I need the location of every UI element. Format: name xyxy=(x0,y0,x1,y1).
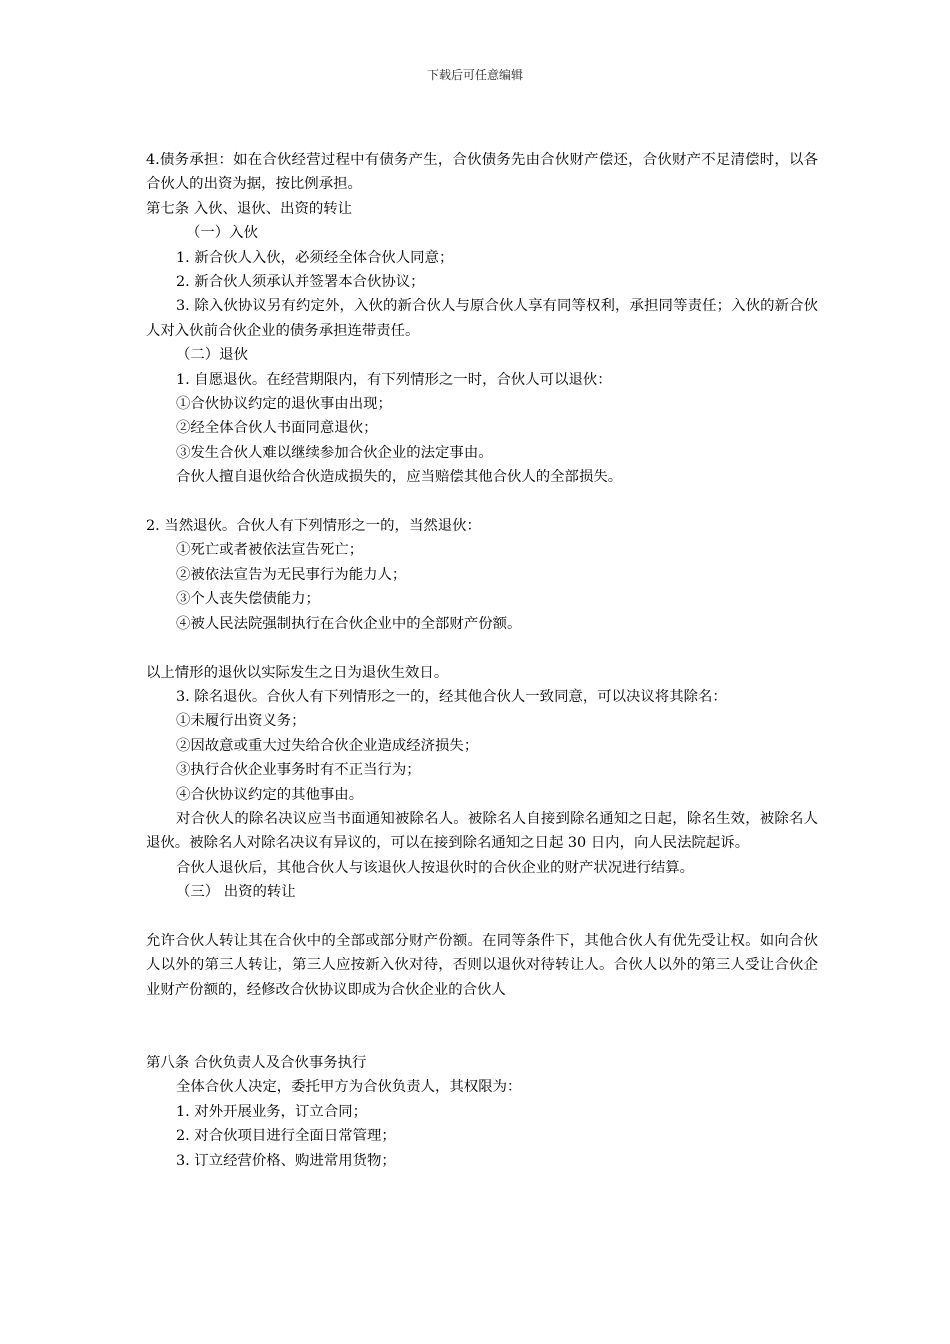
authority-item-1: 1. 对外开展业务，订立合同； xyxy=(176,1103,367,1120)
list-item: ②经全体合伙人书面同意退伙； xyxy=(176,420,378,437)
list-item: ④被人民法院强制执行在合伙企业中的全部财产份额。 xyxy=(176,615,522,632)
withdrawal-voluntary: 1. 自愿退伙。在经营期限内，有下列情形之一时，合伙人可以退伙： xyxy=(176,371,612,388)
withdrawal-natural: 2. 当然退伙。合伙人有下列情形之一的，当然退伙： xyxy=(146,518,481,535)
section-transfer-heading: （三） 出资的转让 xyxy=(176,884,296,901)
clause-debt-liability: 4.债务承担：如在合伙经营过程中有债务产生，合伙债务先由合伙财产偿还，合伙财产不足清偿时，以各合伙人的出资为据，按比例承担。 xyxy=(146,152,818,193)
section-admission-heading: （一）入伙 xyxy=(186,225,258,242)
authority-item-3: 3. 订立经营价格、购进常用货物； xyxy=(176,1152,396,1169)
authority-item-2: 2. 对合伙项目进行全面日常管理； xyxy=(176,1128,396,1145)
section-withdrawal-heading: （二）退伙 xyxy=(176,347,248,364)
list-item: ②被依法宣告为无民事行为能力人； xyxy=(176,566,407,583)
transfer-paragraph: 允许合伙人转让其在合伙中的全部或部分财产份额。在同等条件下，其他合伙人有优先受让权。如向合伙人以外的第三人转让，第三人应按新入伙对待，否则以退伙对待转让人。合伙人以外的第三人受让合伙企业财产份额的，经修改合伙协议即成为合伙企业的合伙人 xyxy=(146,932,818,998)
article-8-heading: 第八条 合伙负责人及合伙事务执行 xyxy=(146,1054,367,1071)
document-body xyxy=(146,148,818,1173)
settlement-paragraph: 合伙人退伙后，其他合伙人与该退伙人按退伙时的合伙企业的财产状况进行结算。 xyxy=(176,859,695,876)
withdrawal-expulsion: 3. 除名退伙。合伙人有下列情形之一的，经其他合伙人一致同意，可以决议将其除名： xyxy=(176,688,727,705)
list-item: ②因故意或重大过失给合伙企业造成经济损失； xyxy=(176,737,479,754)
admission-item-1: 1. 新合伙人入伙，必须经全体合伙人同意； xyxy=(176,249,454,266)
list-item: ③执行合伙企业事务时有不正当行为； xyxy=(176,762,421,779)
list-item: ①合伙协议约定的退伙事由出现； xyxy=(176,396,392,413)
admission-item-3: 3. 除入伙协议另有约定外，入伙的新合伙人与原合伙人享有同等权利，承担同等责任；入伙的新合伙人对入伙前合伙企业的债务承担连带责任。 xyxy=(146,298,818,339)
list-item: ①未履行出资义务； xyxy=(176,713,306,730)
list-item: ③个人丧失偿债能力； xyxy=(176,591,320,608)
list-item: ④合伙协议约定的其他事由。 xyxy=(176,786,364,803)
expulsion-notice-paragraph: 对合伙人的除名决议应当书面通知被除名人。被除名人自接到除名通知之日起，除名生效，被除名人退伙。被除名人对除名决议有异议的，可以在接到除名通知之日起 30 日内，向人民法院起诉。 xyxy=(146,810,818,852)
list-item: ③发生合伙人难以继续参加合伙企业的法定事由。 xyxy=(176,444,493,461)
admission-item-2: 2. 新合伙人须承认并签署本合伙协议； xyxy=(176,274,425,291)
list-item: ①死亡或者被依法宣告死亡； xyxy=(176,542,364,559)
withdrawal-unauthorized-note: 合伙人擅自退伙给合伙造成损失的，应当赔偿其他合伙人的全部损失。 xyxy=(176,469,623,486)
page-header: 下载后可任意编辑 xyxy=(426,68,523,82)
authority-intro: 全体合伙人决定，委托甲方为合伙负责人，其权限为： xyxy=(176,1079,522,1096)
article-7-heading: 第七条 入伙、退伙、出资的转让 xyxy=(146,200,353,217)
withdrawal-effective-date: 以上情形的退伙以实际发生之日为退伙生效日。 xyxy=(146,664,449,681)
